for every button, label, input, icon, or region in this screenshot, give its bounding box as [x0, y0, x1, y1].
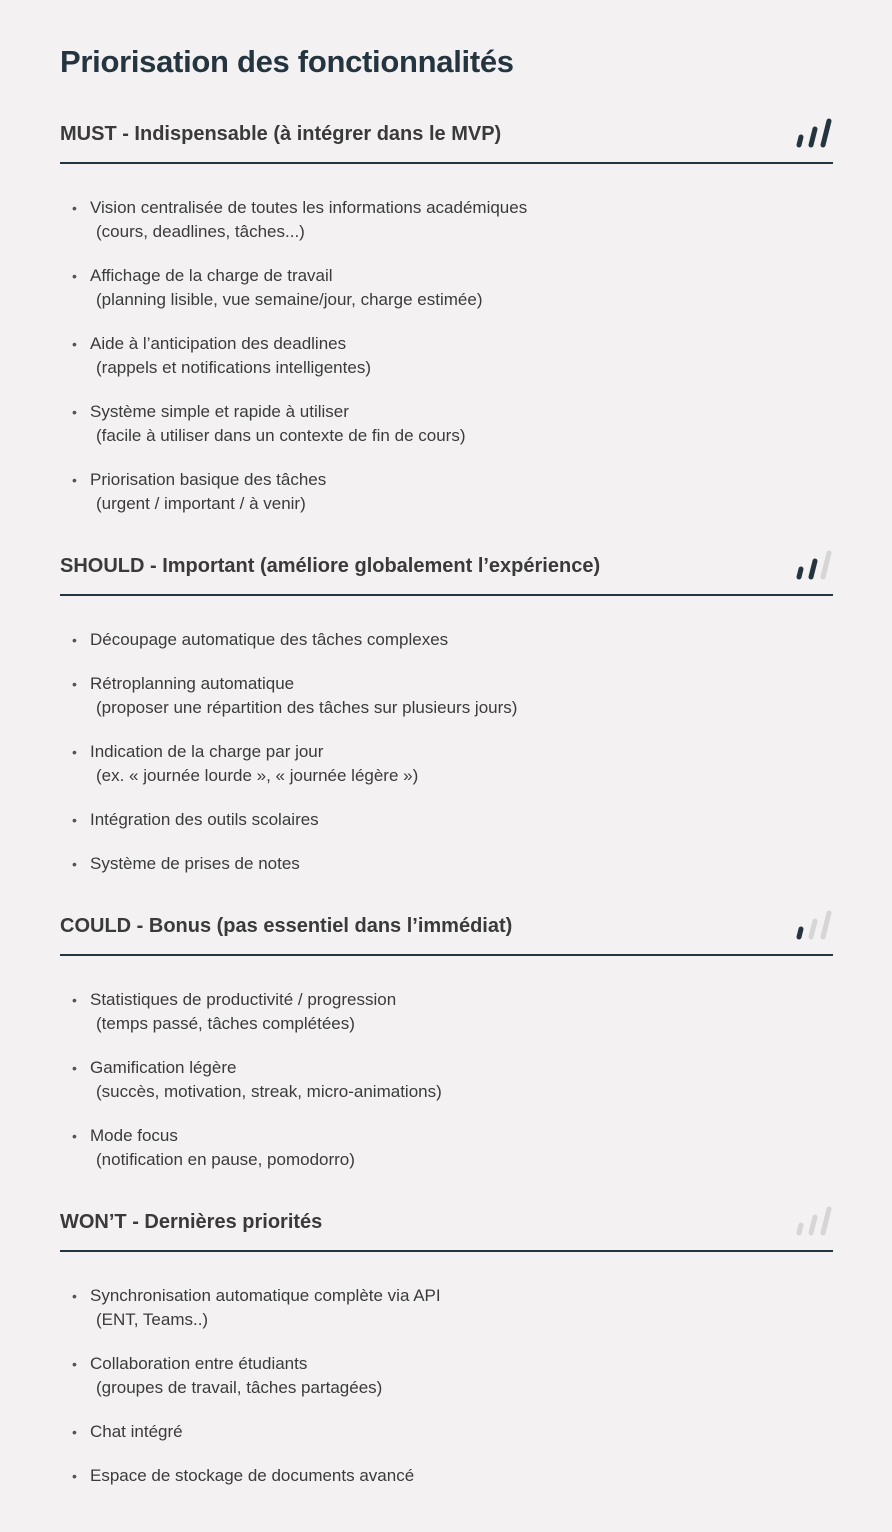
feature-detail: (facile à utiliser dans un contexte de fin de cours) [96, 426, 466, 445]
priority-section [60, 546, 833, 896]
feature-text: Intégration des outils scolaires [90, 810, 319, 829]
feature-detail: (succès, motivation, streak, micro-animations) [96, 1082, 442, 1101]
feature-list [60, 988, 833, 1172]
priority-level-icon [795, 117, 833, 151]
priority-bar [811, 561, 815, 577]
priority-section [60, 906, 833, 1192]
feature-text: Mode focus [90, 1126, 178, 1145]
feature-text: Système simple et rapide à utiliser [90, 402, 349, 421]
feature-item [60, 852, 833, 876]
feature-item [60, 672, 833, 720]
feature-text: Affichage de la charge de travail [90, 266, 333, 285]
section-title: COULD - Bonus (pas essentiel dans l’immédiat) [60, 914, 513, 937]
feature-list [60, 1284, 833, 1488]
feature-detail: (notification en pause, pomodorro) [96, 1150, 355, 1169]
priority-bar [823, 913, 829, 937]
priority-bar [823, 553, 829, 577]
feature-item [60, 1124, 833, 1172]
feature-item [60, 196, 833, 244]
priority-bar [799, 569, 801, 577]
feature-detail: (rappels et notifications intelligentes) [96, 358, 371, 377]
feature-text: Synchronisation automatique complète via API [90, 1286, 441, 1305]
priority-bar [823, 121, 829, 145]
feature-text: Gamification légère [90, 1058, 237, 1077]
feature-text: Chat intégré [90, 1422, 183, 1441]
priority-bar [799, 1225, 801, 1233]
priority-bar [823, 1209, 829, 1233]
feature-item [60, 1056, 833, 1104]
section-header [60, 114, 833, 164]
feature-text: Statistiques de productivité / progression [90, 990, 397, 1009]
feature-item [60, 1420, 833, 1444]
feature-item [60, 1352, 833, 1400]
feature-detail: (planning lisible, vue semaine/jour, charge estimée) [96, 290, 483, 309]
priority-level-icon [795, 1205, 833, 1239]
priority-bar [811, 129, 815, 145]
feature-detail: (ENT, Teams..) [96, 1310, 209, 1329]
feature-item [60, 332, 833, 380]
section-title: MUST - Indispensable (à intégrer dans le MVP) [60, 122, 502, 145]
priority-section [60, 114, 833, 536]
feature-text: Système de prises de notes [90, 854, 300, 873]
feature-detail: (ex. « journée lourde », « journée légère ») [96, 766, 419, 785]
feature-detail: (temps passé, tâches complétées) [96, 1014, 355, 1033]
feature-item [60, 468, 833, 516]
feature-item [60, 740, 833, 788]
section-header [60, 906, 833, 956]
feature-detail: (cours, deadlines, tâches...) [96, 222, 305, 241]
priority-bar [811, 1217, 815, 1233]
feature-item [60, 628, 833, 652]
feature-text: Rétroplanning automatique [90, 674, 295, 693]
priority-bar [799, 137, 801, 145]
section-title: SHOULD - Important (améliore globalement l’expérience) [60, 554, 601, 577]
feature-detail: (proposer une répartition des tâches sur plusieurs jours) [96, 698, 518, 717]
feature-item [60, 808, 833, 832]
priority-bar [811, 921, 815, 937]
feature-item [60, 1464, 833, 1488]
priority-section [60, 1202, 833, 1508]
section-header [60, 1202, 833, 1252]
feature-text: Découpage automatique des tâches complexes [90, 630, 449, 649]
feature-list [60, 196, 833, 516]
feature-text: Indication de la charge par jour [90, 742, 324, 761]
feature-item [60, 400, 833, 448]
feature-text: Priorisation basique des tâches [90, 470, 327, 489]
priority-level-icon [795, 549, 833, 583]
feature-text: Collaboration entre étudiants [90, 1354, 308, 1373]
feature-list [60, 628, 833, 876]
feature-detail: (urgent / important / à venir) [96, 494, 306, 513]
feature-detail: (groupes de travail, tâches partagées) [96, 1378, 383, 1397]
section-header [60, 546, 833, 596]
feature-item [60, 1284, 833, 1332]
feature-text: Aide à l’anticipation des deadlines [90, 334, 347, 353]
priority-level-icon [795, 909, 833, 943]
page-title: Priorisation des fonctionnalités [60, 44, 514, 79]
feature-item [60, 264, 833, 312]
feature-item [60, 988, 833, 1036]
section-title: WON’T - Dernières priorités [60, 1210, 323, 1233]
feature-text: Espace de stockage de documents avancé [90, 1466, 415, 1485]
priority-bar [799, 929, 801, 937]
feature-text: Vision centralisée de toutes les informations académiques [90, 198, 528, 217]
